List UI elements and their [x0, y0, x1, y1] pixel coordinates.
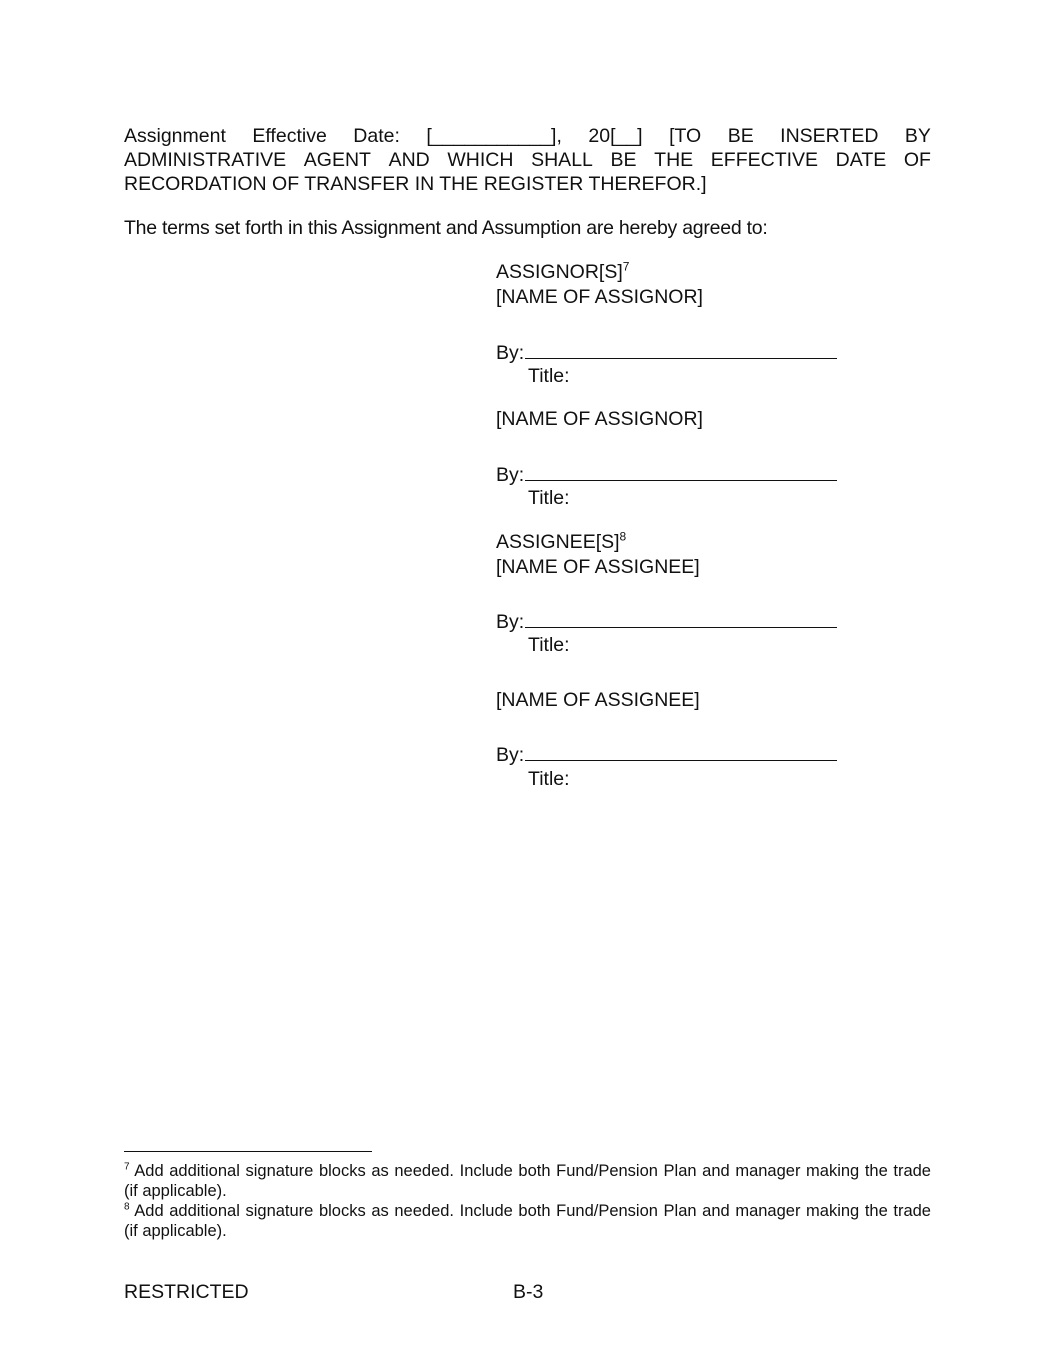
assignor-heading-label: ASSIGNOR[S] — [496, 261, 623, 283]
word: INSERTED — [780, 125, 879, 147]
word: Effective — [252, 125, 327, 147]
word: THE — [654, 149, 694, 171]
by-label: By: — [496, 342, 525, 364]
year-blank: 20[__] — [588, 125, 643, 147]
footnote-7 — [124, 1161, 931, 1201]
word: WHICH — [447, 149, 514, 171]
word: [TO — [669, 125, 702, 147]
word: Date: — [353, 125, 400, 147]
assignor-name-2: [NAME OF ASSIGNOR] — [496, 408, 703, 430]
page-number: B-3 — [513, 1281, 544, 1303]
word: BY — [904, 125, 931, 147]
word: AND — [388, 149, 430, 171]
word: BE — [610, 149, 637, 171]
footnote-number: 7 — [124, 1161, 130, 1173]
assignee-name-1: [NAME OF ASSIGNEE] — [496, 556, 700, 578]
footnote-text: Add additional signature blocks as needed. Include both Fund/Pension Plan and manager making the trade (if applicable). — [124, 1162, 931, 1200]
effective-date-line-3: RECORDATION OF TRANSFER IN THE REGISTER THEREFOR.] — [124, 173, 707, 195]
footnote-text: Add additional signature blocks as needed. Include both Fund/Pension Plan and manager making the trade (if applicable). — [124, 1202, 931, 1240]
assignee-heading-label: ASSIGNEE[S] — [496, 531, 620, 553]
agreed-statement: The terms set forth in this Assignment and Assumption are hereby agreed to: — [124, 217, 768, 239]
signature-blank — [525, 609, 837, 628]
word: EFFECTIVE — [710, 149, 819, 171]
assignor-signature-line-2 — [496, 462, 837, 487]
word: SHALL — [531, 149, 593, 171]
effective-date-line-1 — [124, 124, 931, 148]
assignee-signature-line-2 — [496, 742, 837, 767]
date-blank: [___________], — [426, 125, 562, 147]
assignee-signature-line-1 — [496, 609, 837, 634]
assignee-title-2: Title: — [528, 768, 570, 790]
assignor-title-2: Title: — [528, 487, 570, 509]
word: ADMINISTRATIVE — [124, 149, 287, 171]
word: OF — [903, 149, 931, 171]
footnote-ref-8: 8 — [619, 529, 627, 544]
word: Assignment — [124, 125, 226, 147]
signature-blank — [525, 742, 837, 761]
by-label: By: — [496, 611, 525, 633]
assignor-name-1: [NAME OF ASSIGNOR] — [496, 286, 703, 308]
by-label: By: — [496, 464, 525, 486]
by-label: By: — [496, 744, 525, 766]
effective-date-line-2 — [124, 148, 931, 172]
word: DATE — [835, 149, 887, 171]
footnote-ref-7: 7 — [622, 259, 630, 274]
word: BE — [727, 125, 754, 147]
footnote-separator — [124, 1151, 372, 1152]
assignor-title-1: Title: — [528, 365, 570, 387]
assignor-heading — [496, 260, 629, 284]
assignor-signature-line-1 — [496, 340, 837, 365]
footer-restricted-label: RESTRICTED — [124, 1281, 249, 1303]
assignee-title-1: Title: — [528, 634, 570, 656]
footnote-8 — [124, 1201, 931, 1241]
footnote-number: 8 — [124, 1201, 130, 1213]
assignee-name-2: [NAME OF ASSIGNEE] — [496, 689, 700, 711]
assignee-heading — [496, 530, 626, 554]
word: AGENT — [303, 149, 371, 171]
signature-blank — [525, 340, 837, 359]
signature-blank — [525, 462, 837, 481]
